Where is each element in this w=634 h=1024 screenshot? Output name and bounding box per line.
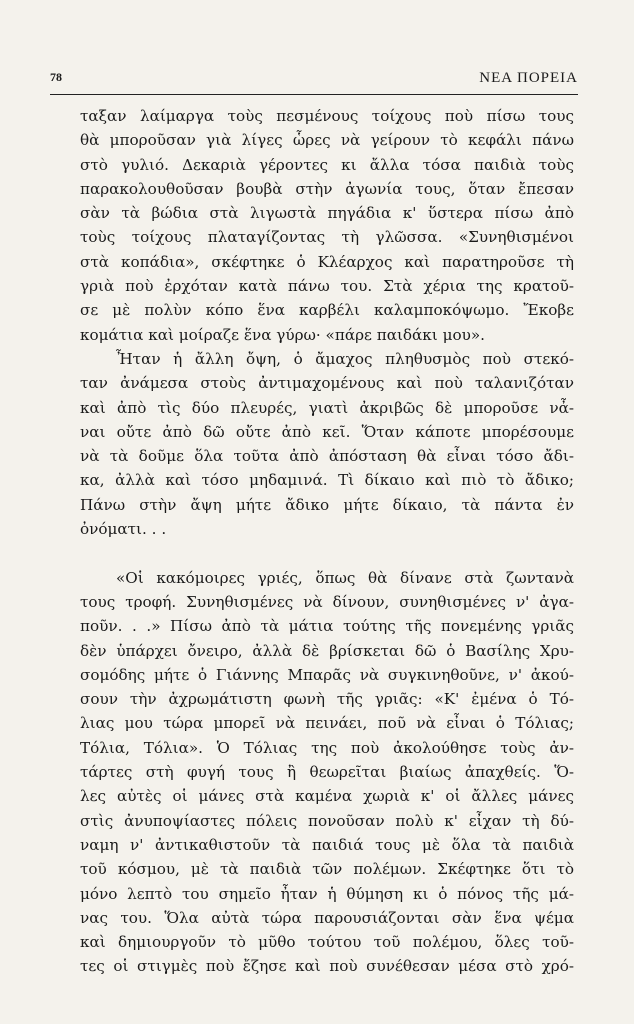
page-number: 78	[50, 70, 62, 84]
text-line: μόνο λεπτὸ του σημεῖο ἦταν ἡ θύμηση κι ὁ πόνος τῆς μά-	[80, 884, 574, 903]
text-line: ποῦν. . .» Πίσω ἀπὸ τὰ μάτια τούτης τῆς πονεμένης γριᾶς	[80, 617, 574, 636]
text-line: ναι οὔτε ἀπὸ δῶ οὔτε ἀπὸ κεῖ. Ὅταν κάποτε μπορέσουμε	[80, 422, 574, 441]
paragraph-gap	[80, 541, 574, 565]
text-line: νὰ τὰ δοῦμε ὅλα τοῦτα ἀπὸ ἀπόσταση θὰ εἶναι τόσο ἄδι-	[80, 447, 574, 466]
running-head: ΝΕΑ ΠΟΡΕΙΑ	[479, 70, 578, 86]
text-line: δὲν ὑπάρχει ὄνειρο, ἀλλὰ δὲ βρίσκεται δῶ ὁ Βασίλης Χρυ-	[80, 641, 574, 660]
text-line: λιας μου τώρα μπορεῖ νὰ πεινάει, ποῦ νὰ εἶναι ὁ Τόλιας;	[80, 714, 574, 733]
text-line: Πάνω στὴν ἄψη μήτε ἄδικο μήτε δίκαιο, τὰ πάντα ἐν	[80, 495, 574, 514]
text-line: νας του. Ὅλα αὐτὰ τώρα παρουσιάζονται σὰν ἕνα ψέμα	[80, 908, 574, 927]
text-line: ταξαν λαίμαργα τοὺς πεσμένους τοίχους ποὺ πίσω τους	[80, 107, 574, 125]
text-line: τοῦ κόσμου, μὲ τὰ παιδιὰ τῶν πολέμων. Σκέφτηκε ὅτι τὸ	[80, 860, 574, 879]
text-line: ὀνόματι. . .	[80, 520, 167, 539]
text-line: Ἦταν ἡ ἄλλη ὄψη, ὁ ἄμαχος πληθυσμὸς ποὺ στεκό-	[116, 349, 574, 368]
text-line: κα, ἀλλὰ καὶ τόσο μηδαμινά. Τὶ δίκαιο καὶ πιὸ τὸ ἄδικο;	[80, 471, 574, 490]
text-line: λες αὐτὲς οἱ μάνες στὰ καμένα χωριὰ κ' οἱ ἄλλες μάνες	[80, 787, 574, 806]
text-line: τοὺς τοίχους πλαταγίζοντας τὴ γλῶσσα. «Συνηθισμένοι	[80, 228, 574, 247]
text-line: ταν ἀνάμεσα στοὺς ἀντιμαχομένους καὶ ποὺ ταλανιζόταν	[80, 374, 574, 393]
text-line: θὰ μποροῦσαν γιὰ λίγες ὧρες νὰ γείρουν τὸ κεφάλι πάνω	[80, 131, 574, 150]
text-line: καὶ ἀπὸ τὶς δύο πλευρές, γιατὶ ἀκριβῶς δὲ μποροῦσε νἆ-	[80, 398, 574, 417]
text-line: σε μὲ πολὺν κόπο ἕνα καρβέλι καλαμποκόψωμο. Ἔκοβε	[80, 301, 574, 320]
body-text	[80, 104, 574, 979]
text-line: ναμη ν' ἀντικαθιστοῦν τὰ παιδιά τους μὲ ὅλα τὰ παιδιὰ	[80, 835, 574, 854]
text-line: στὶς ἀνυποψίαστες πόλεις πονοῦσαν πολὺ κ' εἶχαν τὴ δύ-	[80, 811, 574, 830]
text-line: τους τροφή. Συνηθισμένες νὰ δίνουν, συνηθισμένες ν' ἀγα-	[80, 592, 574, 611]
text-line: Τόλια, Τόλια». Ὁ Τόλιας της ποὺ ἀκολούθησε τοὺς ἀν-	[80, 738, 574, 757]
text-line: γριὰ ποὺ ἐρχόταν κατὰ πάνω του. Στὰ χέρια της κρατοῦ-	[80, 277, 574, 296]
paragraph	[80, 104, 574, 347]
text-line: «Οἱ κακόμοιρες γριές, ὅπως θὰ δίνανε στὰ ζωντανὰ	[116, 568, 574, 587]
text-line: σὰν τὰ βώδια στὰ λιγωστὰ πηγάδια κ' ὕστερα πίσω ἀπὸ	[80, 204, 574, 223]
paragraph	[80, 566, 574, 979]
text-line: κομάτια καὶ μοίραζε ἕνα γύρω· «πάρε παιδάκι μου».	[80, 325, 485, 344]
text-line: τάρτες στὴ φυγή τους ἢ θεωρεῖται βιαίως ἀπαχθείς. Ὅ-	[80, 763, 574, 782]
page-header	[50, 70, 578, 95]
text-line: σομόδης μήτε ὁ Γιάννης Μπαρᾶς νὰ συγκινηθοῦνε, ν' ἀκού-	[80, 665, 574, 684]
text-line: καὶ δημιουργοῦν τὸ μῦθο τούτου τοῦ πολέμου, ὅλες τοῦ-	[80, 933, 574, 952]
text-line: σουν τὴν ἀχρωμάτιστη φωνὴ τῆς γριᾶς: «Κ' ἐμένα ὁ Τό-	[80, 690, 574, 709]
text-line: στὸ γυλιό. Δεκαριὰ γέροντες κι ἄλλα τόσα παιδιὰ τοὺς	[80, 155, 574, 174]
text-line: στὰ κοπάδια», σκέφτηκε ὁ Κλέαρχος καὶ παρατηροῦσε τὴ	[80, 252, 574, 271]
paragraph	[80, 347, 574, 541]
text-line: τες οἱ στιγμὲς ποὺ ἔζησε καὶ ποὺ συνέθεσαν μέσα στὸ χρό-	[80, 957, 574, 976]
text-line: παρακολουθοῦσαν βουβὰ στὴν ἀγωνία τους, ὅταν ἔπεσαν	[80, 179, 574, 198]
